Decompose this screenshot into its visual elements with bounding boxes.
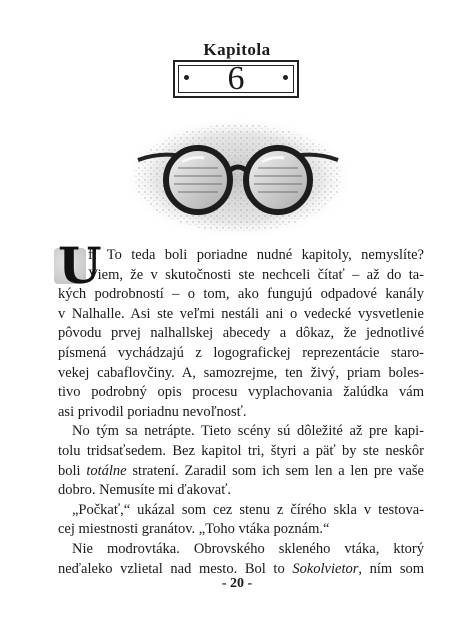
- text-line: písmená vychádzajú z logografickej reprezentácie staro-: [58, 344, 424, 361]
- text-line: Nie modrovtáka. Obrovského skleného vtáka, ktorý: [72, 540, 424, 557]
- text-line: tolu tridsaťsedem. Bez kapitol tri, štyri a päť by ste neskôr: [58, 442, 424, 459]
- text-line: „Počkať,“ ukázal som cez stenu z čírého skla v testova-: [72, 501, 424, 518]
- text-run: , ním som: [358, 560, 424, 577]
- text-line: cej miestnosti granátov. „Toho vtáka poznám.“: [58, 521, 330, 538]
- text-line: No tým sa netrápte. Tieto scény sú dôležité až pre kapi-: [72, 423, 424, 440]
- chapter-number-box: [173, 60, 299, 98]
- eyeglasses-illustration: [120, 112, 356, 242]
- emphasis-text: totálne: [86, 462, 127, 479]
- text-line: dobro. Nemusíte mi ďakovať.: [58, 482, 232, 499]
- text-line: vekej cabaflovčiny. A, samozrejme, ten živý, priam boles-: [58, 364, 424, 381]
- text-line: kých podrobností – o tom, ako fungujú odpadové kanály: [58, 286, 424, 303]
- text-line: pôvodu prvej nalhallskej abecedy a dôkaz, že jednotlivé: [58, 325, 424, 342]
- chapter-body-text: [58, 236, 424, 579]
- text-line: Viem, že v skutočnosti ste nechceli čítať – až do ta-: [88, 266, 424, 283]
- chapter-heading: Kapitola: [203, 40, 271, 59]
- drop-cap-letter: U: [58, 236, 102, 295]
- text-run: neďaleko vzlietal nad mesto. Bol to: [58, 560, 293, 577]
- text-run: stratení. Zaradil som ich sem len a len pre vaše: [126, 462, 424, 479]
- page-number: - 20 -: [221, 576, 253, 591]
- text-line: v Nalhalle. Asi ste veľmi nestáli ani o vedecké vysvetlenie: [58, 305, 424, 322]
- eyeglasses-icon: [120, 112, 356, 242]
- text-line: asi privodil poriadnu nevoľnosť.: [58, 403, 247, 420]
- text-run: boli: [58, 462, 87, 479]
- text-line: tivo podrobný opis procesu vyplachovania žalúdka vám: [58, 384, 424, 401]
- text-line: f! To teda boli poriadne nudné kapitoly, nemyslíte?: [88, 247, 424, 263]
- text-line: [58, 462, 424, 482]
- emphasis-text: Sokolvietor: [292, 560, 359, 577]
- chapter-number: 6: [227, 60, 245, 97]
